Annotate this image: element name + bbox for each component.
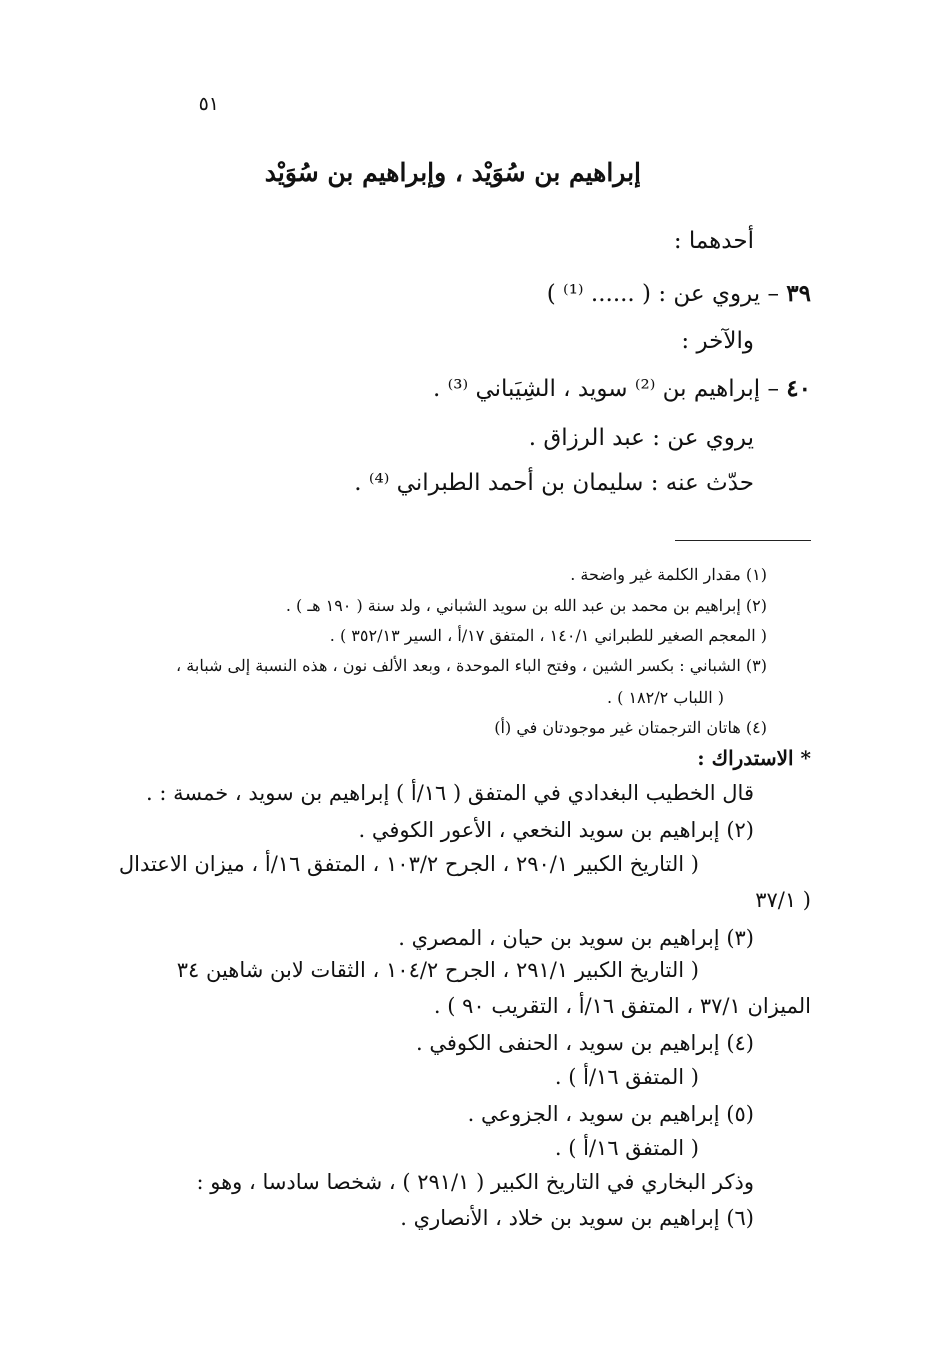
addendum-line: (٣) إبراهيم بن سويد بن حيان ، المصري .: [398, 926, 754, 950]
addendum-line: ( التاريخ الكبير ٢٩١/١ ، الجرح ١٠٤/٢ ، الثقات لابن شاهين ٣٤: [176, 958, 699, 982]
entry-39-text: – يروي عن : ( ...... ⁽¹⁾ ): [546, 281, 779, 307]
footnote-4: (٤) هاتان الترجمتان غير موجودتان في (أ): [494, 718, 767, 737]
addendum-line: الميزان ٣٧/١ ، المتفق ١٦/أ ، التقريب ٩٠ ) .: [433, 994, 811, 1018]
footnote-2: (٢) إبراهيم بن محمد بن عبد الله بن سويد الشباني ، ولد سنة ( ١٩٠ هـ ) .: [285, 596, 767, 615]
entry-40-text: – إبراهيم بن ⁽²⁾ سويد ، الشِيَباني ⁽³⁾ .: [432, 376, 779, 402]
addendum-line: (٤) إبراهيم بن سويد ، الحنفى الكوفي .: [416, 1031, 754, 1055]
addendum-line: (٥) إبراهيم بن سويد ، الجزوعي .: [467, 1102, 754, 1126]
narrated-by-line: حدّث عنه : سليمان بن أحمد الطبراني ⁽⁴⁾ .: [354, 470, 754, 496]
entry-39: [547, 280, 811, 307]
addendum-line: وذكر البخاري في التاريخ الكبير ( ٢٩١/١ ) ، شخصا سادسا ، وهو :: [196, 1170, 754, 1194]
narrates-from-line: يروي عن : عبد الرزاق .: [528, 425, 754, 451]
page-number: ٥١: [198, 93, 219, 115]
second-person-label: والآخر :: [681, 328, 754, 354]
addendum-line: (٢) إبراهيم بن سويد النخعي ، الأعور الكوفي .: [358, 818, 754, 842]
first-person-label: أحدهما :: [673, 228, 754, 254]
entry-40-number: ٤٠: [786, 375, 811, 402]
addendum-line: ( المتفق ١٦/أ ) .: [554, 1136, 699, 1160]
footnote-divider: [675, 540, 811, 541]
page-title: إبراهيم بن سُوَيْد ، وإبراهيم بن سُوَيْد: [264, 158, 641, 187]
footnote-3: (٣) الشباني : بكسر الشين ، وفتح الباء الموحدة ، وبعد الألف نون ، هذه النسبة إلى شبابة ،: [176, 656, 767, 675]
entry-40: [433, 375, 811, 402]
addendum-line: قال الخطيب البغدادي في المتفق ( ١٦/أ ) إبراهيم بن سويد ، خمسة : .: [146, 781, 754, 805]
footnote-3-reference: ( اللباب ١٨٢/٢ ) .: [606, 688, 724, 707]
addendum-line: ( التاريخ الكبير ٢٩٠/١ ، الجرح ١٠٣/٢ ، المتفق ١٦/أ ، ميزان الاعتدال: [118, 852, 699, 876]
addendum-line: ( المتفق ١٦/أ ) .: [554, 1065, 699, 1089]
addendum-line: ٣٧/١ ): [755, 888, 811, 912]
addendum-line: (٦) إبراهيم بن سويد بن خلاد ، الأنصاري .: [400, 1206, 754, 1230]
footnote-2-reference: ( المعجم الصغير للطبراني ١٤٠/١ ، المتفق ١٧/أ ، السير ٣٥٢/١٣ ) .: [329, 626, 767, 645]
entry-39-number: ٣٩: [786, 280, 811, 307]
addendum-heading: * الاستدراك :: [697, 746, 811, 770]
footnote-1: (١) مقدار الكلمة غير واضحة .: [570, 565, 767, 584]
